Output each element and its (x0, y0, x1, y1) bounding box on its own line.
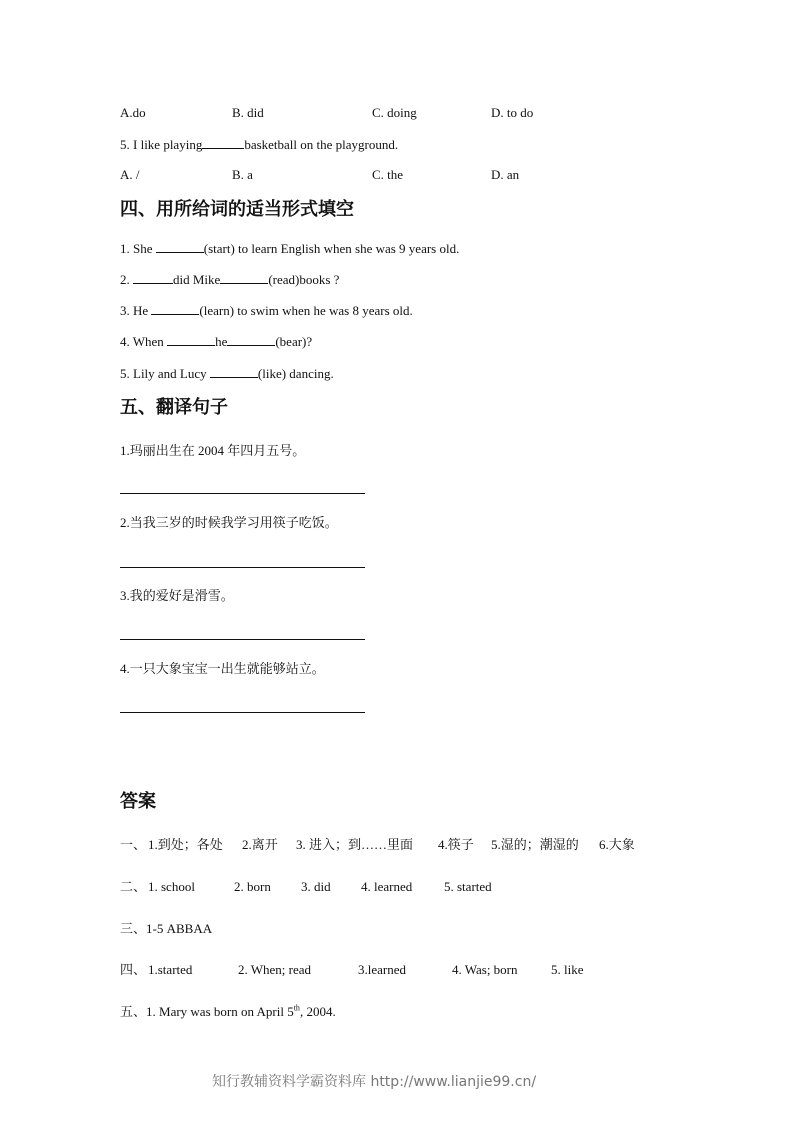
answer-1-item-6: 6.大象 (599, 837, 635, 852)
item-4-blank-2 (227, 333, 275, 346)
answer-1-item-3: 3. 进入；到……里面 (296, 837, 414, 852)
item-4-mid: he (215, 334, 228, 349)
answer-1-item-5: 5.湿的；潮湿的 (491, 837, 579, 852)
answer-line-1 (120, 493, 365, 494)
item-4-pre: 4. When (120, 334, 164, 349)
answer-row-5-pre: 1. Mary was born on April 5 (146, 1004, 294, 1019)
answer-2-item-5: 5. started (444, 879, 492, 894)
answer-2-item-1: 1. school (148, 879, 195, 894)
item-2-pre: 2. (120, 272, 130, 287)
item-5-blank (210, 365, 258, 378)
section4-item-5 (120, 365, 334, 382)
q5-option-a: A. / (120, 167, 140, 182)
answer-row-2-label: 二、 (120, 879, 147, 894)
section5-sentence-1: 1.玛丽出生在 2004 年四月五号。 (120, 443, 306, 458)
q4-option-b: B. did (232, 105, 264, 120)
item-1-post: (start) to learn English when she was 9 years old. (203, 241, 460, 256)
item-2-blank-1 (133, 271, 173, 284)
section5-sentence-2: 2.当我三岁的时候我学习用筷子吃饭。 (120, 515, 338, 530)
q5-option-d: D. an (491, 167, 520, 182)
item-4-blank-1 (167, 333, 215, 346)
item-3-blank (151, 302, 199, 315)
item-1-pre: 1. She (120, 241, 153, 256)
q5-option-c: C. the (372, 167, 404, 182)
item-4-post: (bear)? (275, 334, 313, 349)
item-2-blank-2 (220, 271, 268, 284)
answer-line-2 (120, 567, 365, 568)
answer-row-3 (120, 921, 212, 937)
q4-option-c: C. doing (372, 105, 417, 120)
answer-line-4 (120, 712, 365, 713)
answer-row-5-sup: th (293, 1003, 300, 1013)
section4-item-1 (120, 240, 459, 257)
answer-1-item-4: 4.筷子 (438, 837, 474, 852)
item-2-mid: did Mike (173, 272, 221, 287)
q4-option-a: A.do (120, 105, 146, 120)
answer-1-item-1: 1.到处；各处 (148, 837, 223, 852)
answer-4-item-5: 5. like (551, 962, 584, 977)
q5-post: basketball on the playground. (244, 137, 399, 152)
item-2-post: (read)books ? (268, 272, 340, 287)
section4-item-2 (120, 271, 339, 288)
answer-4-item-2: 2. When; read (238, 962, 312, 977)
answer-row-5-post: , 2004. (299, 1004, 336, 1019)
item-1-blank (156, 240, 204, 253)
item-5-pre: 5. Lily and Lucy (120, 366, 207, 381)
item-3-pre: 3. He (120, 303, 149, 318)
answer-row-3-text: 1-5 ABBAA (146, 921, 213, 936)
answer-1-item-2: 2.离开 (242, 837, 278, 852)
footer-watermark: 知行教辅资料学霸资料库 http://www.lianjie99.cn/ (212, 1074, 537, 1090)
answer-row-4-label: 四、 (120, 962, 147, 977)
section5-title: 五、翻译句子 (120, 397, 228, 418)
q5-blank (202, 136, 244, 149)
answer-row-3-label: 三、 (120, 921, 147, 936)
answer-row-1 (120, 837, 146, 853)
section4-item-3 (120, 302, 413, 319)
q4-option-d: D. to do (491, 105, 534, 120)
item-5-post: (like) dancing. (257, 366, 334, 381)
answer-2-item-2: 2. born (234, 879, 271, 894)
answer-2-item-3: 3. did (301, 879, 331, 894)
q5-option-b: B. a (232, 167, 253, 182)
section4-title: 四、用所给词的适当形式填空 (120, 199, 354, 220)
item-3-post: (learn) to swim when he was 8 years old. (199, 303, 413, 318)
answer-row-5 (120, 1004, 336, 1020)
answer-4-item-1: 1.started (148, 962, 193, 977)
q5-stem (120, 136, 398, 153)
answer-2-item-4: 4. learned (361, 879, 413, 894)
answer-4-item-4: 4. Was; born (452, 962, 518, 977)
answer-row-5-label: 五、 (120, 1004, 147, 1019)
answer-row-1-label: 一、 (120, 837, 147, 852)
section5-sentence-4: 4.一只大象宝宝一出生就能够站立。 (120, 661, 325, 676)
answers-title: 答案 (120, 791, 156, 812)
q5-pre: 5. I like playing (120, 137, 203, 152)
answer-line-3 (120, 639, 365, 640)
section4-item-4 (120, 333, 312, 350)
section5-sentence-3: 3.我的爱好是滑雪。 (120, 588, 234, 603)
answer-4-item-3: 3.learned (358, 962, 407, 977)
